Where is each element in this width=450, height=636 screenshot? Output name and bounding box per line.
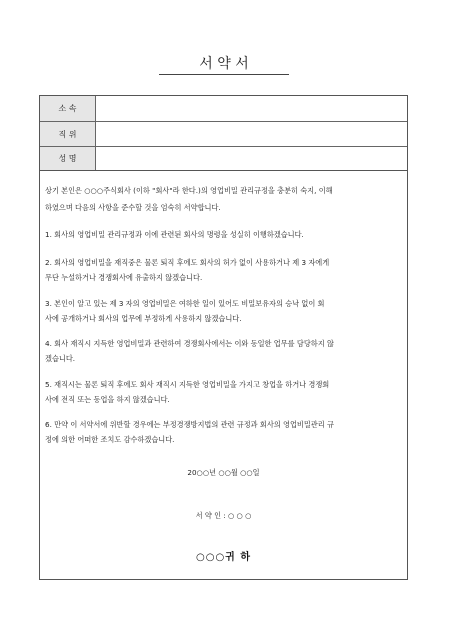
clause-4-line: 4. 회사 재직시 지득한 영업비밀과 관련하여 경쟁회사에서는 이와 동일한 업무를 담당하지 않 [45, 339, 334, 348]
position-field[interactable] [96, 122, 407, 146]
signer-line: 서 약 인 : ○ ○ ○ [195, 511, 252, 520]
intro-line: 상기 본인은 ○○○주식회사 (이하 "회사"라 한다.)의 영업비밀 관리규정을 충분히 숙지, 이해 [45, 186, 333, 195]
position-label: 직 위 [40, 122, 96, 146]
clause-4-line: 겠습니다. [45, 354, 76, 363]
affiliation-label: 소 속 [40, 96, 96, 121]
name-label: 성 명 [40, 147, 96, 170]
intro-line: 하였으며 다음의 사항을 준수할 것을 엄숙히 서약합니다. [45, 203, 221, 212]
title-underline [159, 74, 289, 75]
clause-3-line: 3. 본인이 알고 있는 제 3 자의 영업비밀은 여하한 일이 있어도 비밀보유자의 승낙 없이 회 [45, 299, 325, 308]
clause-5-line: 사에 전직 또는 동업을 하지 않겠습니다. [45, 395, 170, 404]
clause-1-line: 1. 회사의 영업비밀 관리규정과 이에 관련된 회사의 명령을 성실히 이행하겠습니다. [45, 230, 304, 239]
clause-6-line: 6. 만약 이 서약서에 위반할 경우에는 부정경쟁방지법의 관련 규정과 회사의 영업비밀관리 규 [45, 420, 334, 429]
name-field[interactable] [96, 147, 407, 170]
date-line: 20○○년 ○○월 ○○일 [187, 468, 260, 477]
clause-5-line: 5. 재직시는 물론 퇴직 후에도 회사 재직시 지득한 영업비밀을 가지고 창업을 하거나 경쟁회 [45, 380, 330, 389]
info-row-position [40, 121, 407, 146]
info-row-name [40, 146, 407, 170]
clause-6-line: 정에 의한 어떠한 조치도 감수하겠습니다. [45, 435, 175, 444]
clause-3-line: 사에 공개하거나 회사의 업무에 부정하게 사용하지 않겠습니다. [45, 314, 242, 323]
affiliation-field[interactable] [96, 96, 407, 121]
clause-2-line: 2. 회사의 영업비밀을 재직중은 물론 퇴직 후에도 회사의 허가 없이 사용하거나 제 3 자에게 [45, 258, 330, 267]
document-title: 서 약 서 [199, 56, 249, 72]
clause-2-line: 무단 누설하거나 경쟁회사에 유출하지 않겠습니다. [45, 273, 203, 282]
signer-info-table [39, 95, 408, 171]
addressee: ○○○귀 하 [196, 552, 251, 563]
info-row-affiliation [40, 96, 407, 121]
